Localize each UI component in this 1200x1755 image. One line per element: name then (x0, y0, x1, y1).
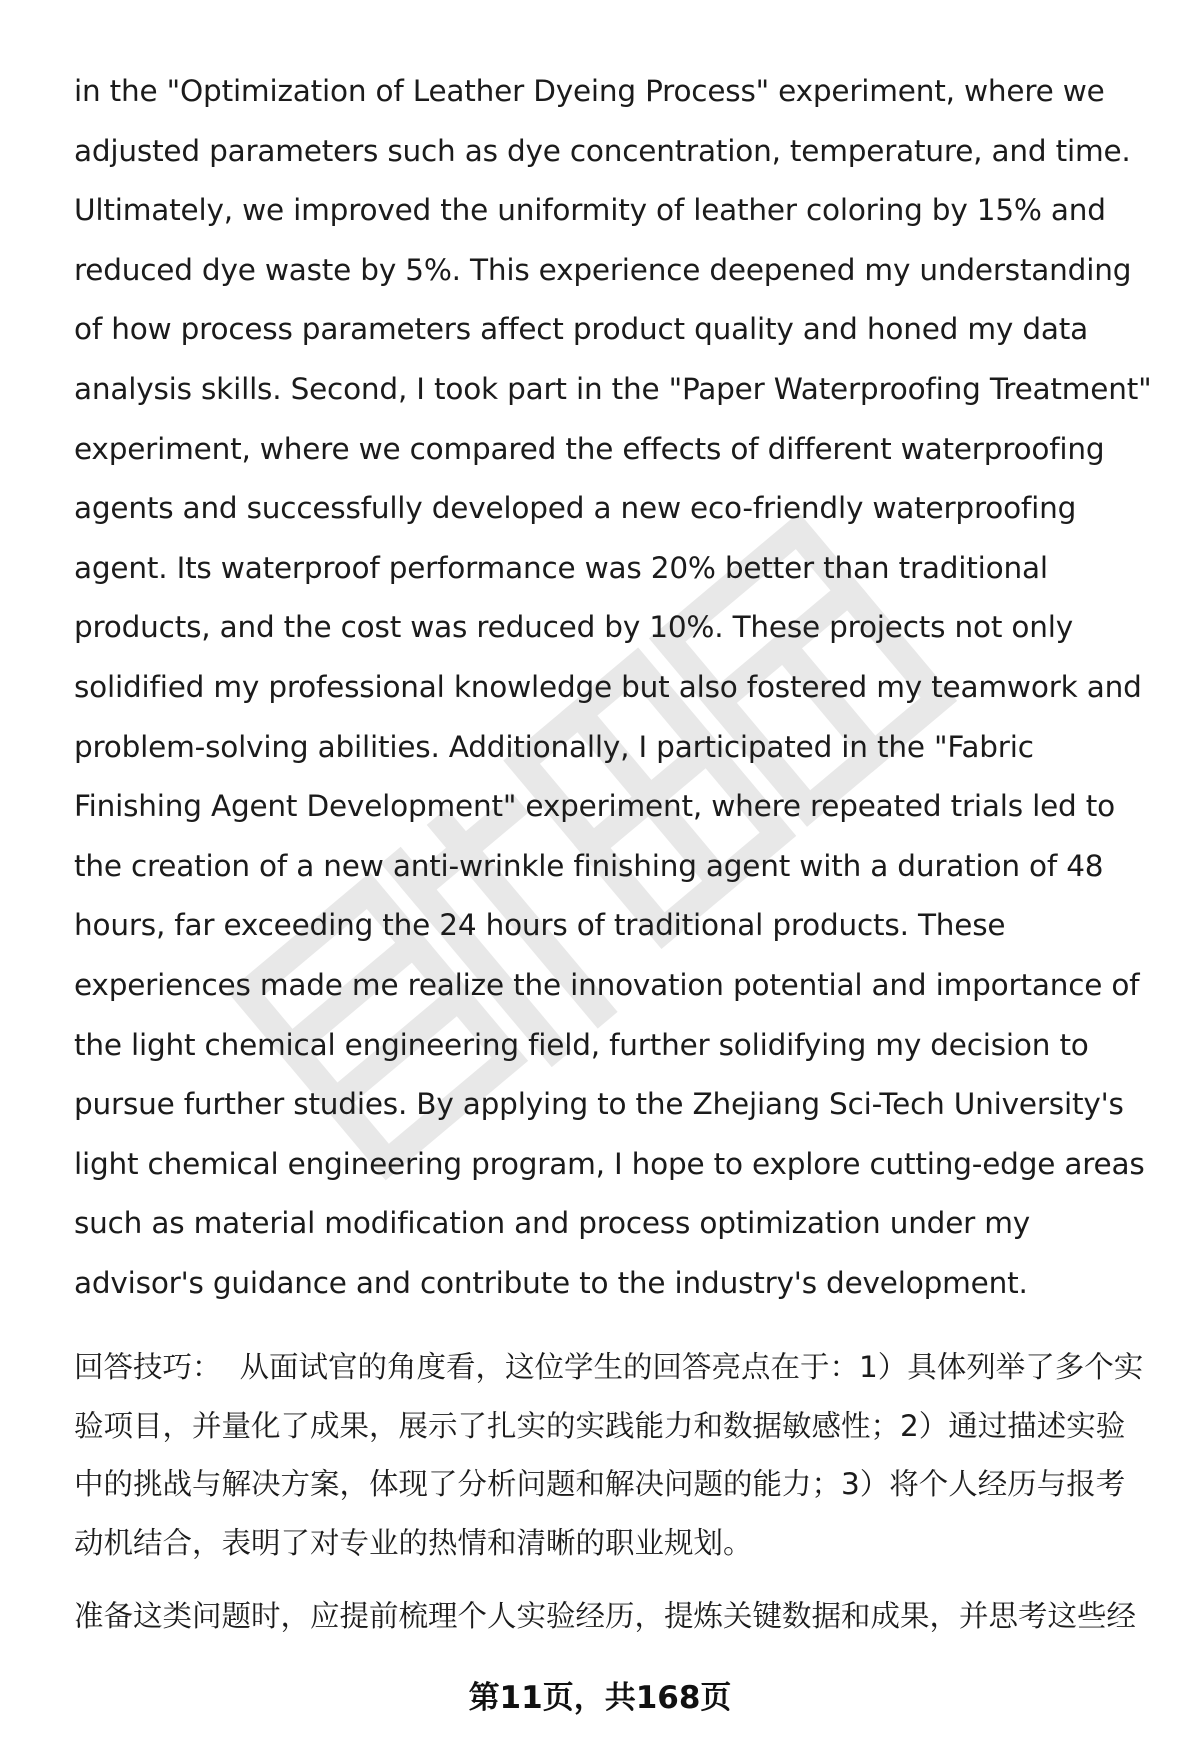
answer-tips-label: 回答技巧： (74, 1350, 222, 1384)
body-paragraph: in the "Optimization of Leather Dyeing Process" experiment, where we adjusted parameters such as dye concentration, temperature, and time. Ultimately, we improved the uniformity of leather coloring by 15% and reduced dye waste by 5%. This experience deepened my understanding of how process parameters affect product quality and honed my data analysis skills. Second, I took part in the "Paper Waterproofing Treatment" experiment, where we compared the effects of different waterproofing agents and successfully developed a new eco-friendly waterproofing agent. Its waterproof performance was 20% better than traditional products, and the cost was reduced by 10%. These projects not only solidified my professional knowledge but also fostered my teamwork and problem-solving abilities. Additionally, I participated in the "Fabric Finishing Agent Development" experiment, where repeated trials led to the creation of a new anti-wrinkle finishing agent with a duration of 48 hours, far exceeding the 24 hours of traditional products. These experiences made me realize the innovation potential and importance of the light chemical engineering field, further solidifying my decision to pursue further studies. By applying to the Zhejiang Sci-Tech University's light chemical engineering program, I hope to explore cutting-edge areas such as material modification and process optimization under my advisor's guidance and contribute to the industry's development. (74, 74, 1152, 1300)
answer-tips-paragraph (74, 1338, 1154, 1572)
page-number-footer: 第11页，共168页 (468, 1680, 732, 1716)
answer-tips-text: 从面试官的角度看，这位学生的回答亮点在于：1）具体列举了多个实验项目，并量化了成果，展示了扎实的实践能力和数据敏感性；2）通过描述实验中的挑战与解决方案，体现了分析问题和解决问题的能力；3）将个人经历与报考动机结合，表明了对专业的热情和清晰的职业规划。 (74, 1350, 1144, 1560)
preparation-paragraph: 准备这类问题时，应提前梳理个人实验经历，提炼关键数据和成果，并思考这些经 (74, 1599, 1137, 1633)
